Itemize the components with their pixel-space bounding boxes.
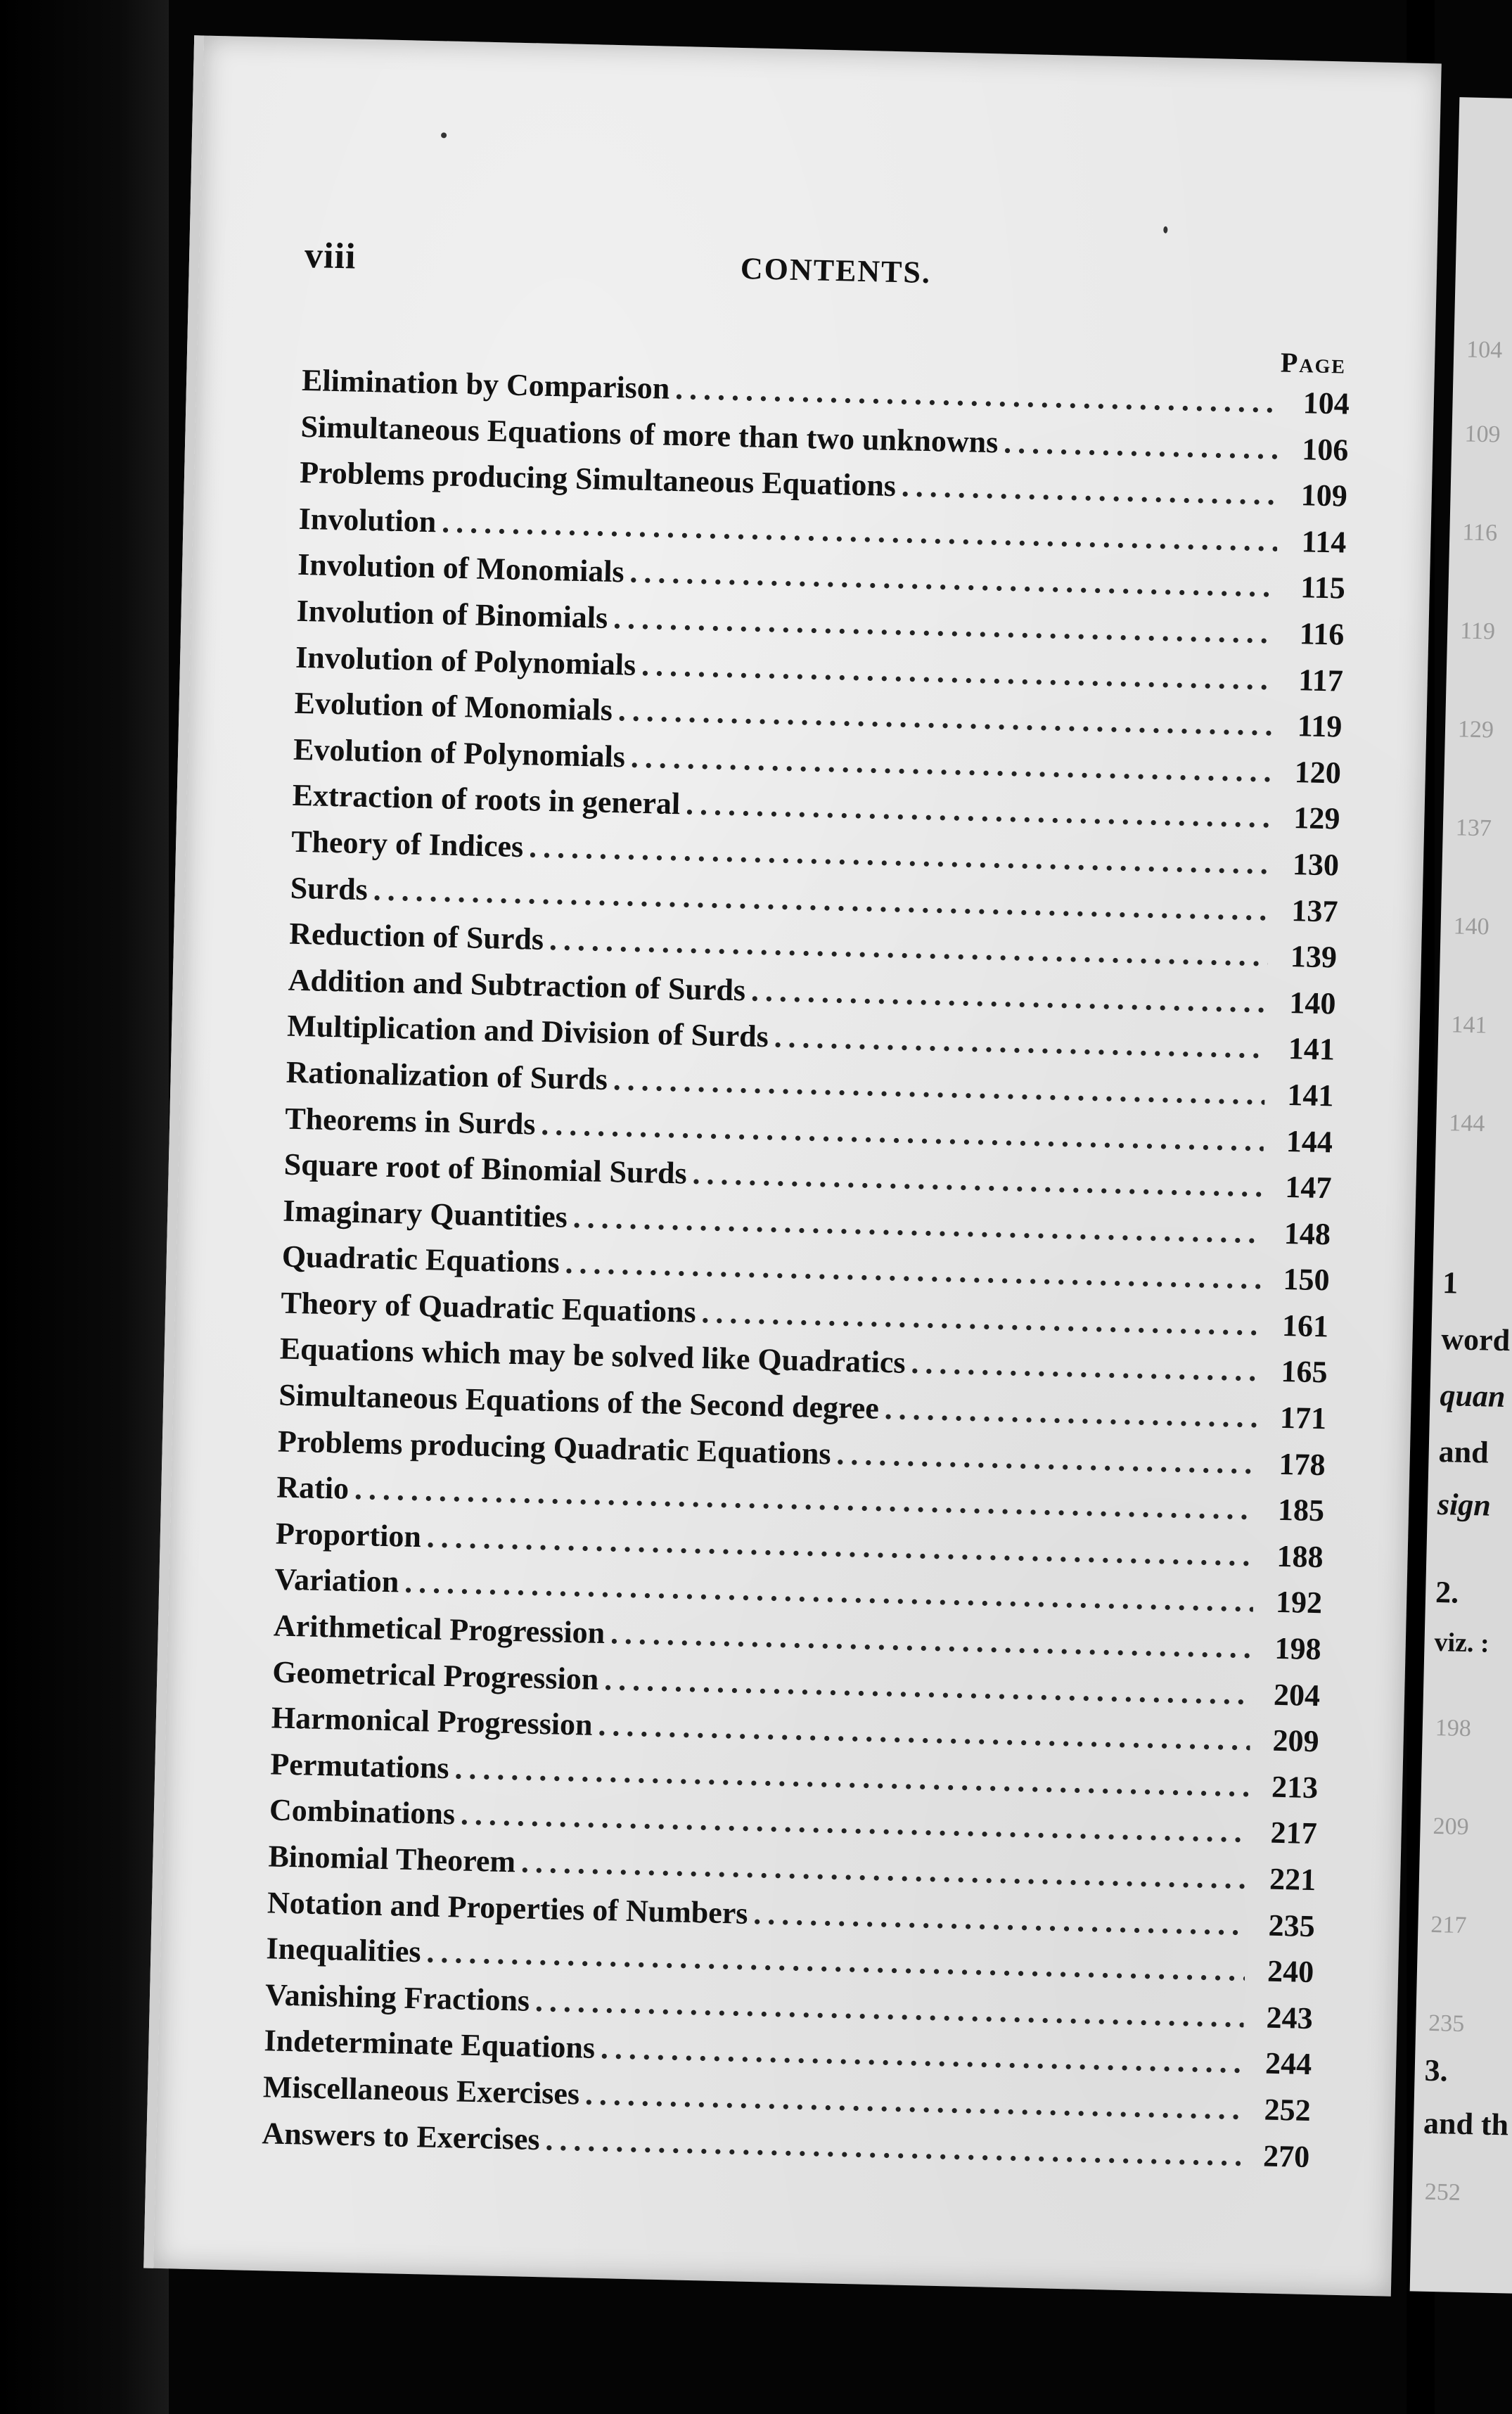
toc-entry-page: 171	[1279, 1400, 1327, 1436]
page-number: viii	[304, 235, 357, 277]
bleed-through-text: 209	[1433, 1813, 1470, 1841]
toc-entry-title: Variation	[274, 1562, 399, 1599]
toc-entry-page: 178	[1279, 1446, 1326, 1482]
toc-entry-title: Reduction of Surds	[288, 916, 544, 957]
toc-entry-page: 161	[1281, 1308, 1329, 1344]
ink-speck	[1163, 226, 1167, 234]
toc-entry-title: Harmonical Progression	[271, 1700, 594, 1742]
toc-entry-title: Surds	[290, 870, 369, 907]
adjacent-text-fragment: and th	[1423, 2105, 1509, 2142]
toc-entry-title: Inequalities	[266, 1931, 422, 1969]
toc-entry-title: Involution	[298, 501, 437, 539]
page-header	[304, 235, 1353, 322]
toc-entry-page: 221	[1269, 1861, 1316, 1898]
bleed-through-text: 198	[1435, 1714, 1472, 1742]
toc-entry-page: 115	[1300, 570, 1346, 606]
toc-entry-title: Geometrical Progression	[271, 1654, 599, 1697]
toc-entry-title: Problems producing Simultaneous Equations	[299, 455, 897, 504]
bleed-through-text: 109	[1464, 421, 1501, 448]
toc-entry-title: Proportion	[275, 1516, 422, 1554]
running-title: CONTENTS.	[740, 250, 932, 290]
adjacent-text-fragment: word	[1440, 1322, 1511, 1358]
toc-entry-page: 150	[1282, 1262, 1331, 1298]
toc-entry-page: 198	[1274, 1630, 1322, 1667]
toc-entry-page: 240	[1267, 1953, 1314, 1990]
toc-entry-page: 137	[1290, 893, 1338, 929]
toc-entry-title: Vanishing Fractions	[264, 1977, 530, 2018]
toc-entry-title: Rationalization of Surds	[286, 1054, 608, 1097]
toc-entry-page: 185	[1277, 1493, 1325, 1528]
toc-entry-page: 147	[1284, 1170, 1333, 1206]
toc-entry-page: 165	[1280, 1354, 1328, 1390]
toc-entry-title: Square root of Binomial Surds	[283, 1147, 688, 1191]
toc-entry-title: Multiplication and Division of Surds	[286, 1008, 769, 1054]
toc-entry-page: 148	[1283, 1215, 1331, 1252]
toc-entry-page: 119	[1297, 708, 1343, 744]
adjacent-text-fragment: and	[1438, 1433, 1489, 1470]
toc-entry-page: 139	[1290, 939, 1338, 975]
adjacent-text-fragment: 3.	[1424, 2052, 1449, 2088]
toc-entry-title: Involution of Binomials	[296, 593, 608, 635]
toc-entry-page: 204	[1273, 1677, 1321, 1713]
bleed-through-text: 137	[1455, 815, 1492, 842]
toc-entry-title: Theory of Quadratic Equations	[280, 1285, 697, 1329]
toc-entry-page: 130	[1292, 846, 1340, 883]
toc-entry-title: Extraction of roots in general	[292, 778, 681, 822]
bleed-through-text: 217	[1430, 1911, 1467, 1939]
toc-entry-page: 116	[1299, 616, 1345, 652]
adjacent-text-fragment: 1	[1442, 1265, 1459, 1301]
toc-entry-title: Theorems in Surds	[284, 1101, 536, 1142]
bleed-through-text: 144	[1448, 1110, 1485, 1137]
toc-entry-page: 109	[1300, 478, 1348, 513]
toc-entry-title: Imaginary Quantities	[282, 1193, 568, 1234]
toc-entry-title: Theory of Indices	[290, 824, 524, 864]
page-column-label: Page	[1280, 346, 1347, 380]
toc-entry-title: Simultaneous Equations of more than two unknowns	[300, 409, 999, 459]
toc-entry-title: Notation and Properties of Numbers	[267, 1884, 749, 1931]
toc-entry-page: 114	[1301, 523, 1347, 560]
page-content	[262, 235, 1353, 2180]
bleed-through-text: 119	[1459, 618, 1496, 645]
toc-entry-page: 129	[1293, 800, 1340, 836]
adjacent-text-fragment: sign	[1437, 1486, 1492, 1523]
bleed-through-text: 140	[1453, 913, 1490, 940]
toc-entry-page: 213	[1271, 1769, 1319, 1805]
bleed-through-text: 252	[1424, 2178, 1461, 2206]
toc-entry-page: 244	[1264, 2045, 1312, 2082]
dot-leader	[1004, 419, 1280, 471]
ink-speck	[441, 132, 447, 138]
left-scan-margin	[0, 0, 169, 2414]
toc-entry-page: 120	[1294, 754, 1342, 791]
bleed-through-text: 141	[1451, 1011, 1487, 1039]
dot-leader	[884, 1386, 1258, 1441]
toc-entry-title: Addition and Subtraction of Surds	[288, 962, 746, 1008]
toc-entry-page: 141	[1288, 1031, 1335, 1067]
toc-entry-title: Answers to Exercises	[262, 2115, 541, 2157]
dot-leader	[901, 463, 1279, 518]
toc-entry-title: Miscellaneous Exercises	[262, 2069, 580, 2112]
toc-entry-page: 117	[1298, 662, 1344, 698]
toc-entry-title: Involution of Polynomials	[295, 639, 636, 682]
toc-entry-page: 106	[1301, 431, 1349, 468]
toc-entry-page: 141	[1286, 1077, 1335, 1113]
dot-leader	[911, 1340, 1259, 1394]
table-of-contents	[262, 357, 1350, 2180]
toc-entry-title: Ratio	[276, 1469, 350, 1507]
contents-page	[143, 35, 1442, 2296]
adjacent-text-fragment: quan	[1439, 1377, 1506, 1414]
toc-entry-page: 235	[1268, 1908, 1316, 1943]
toc-entry-page: 270	[1262, 2138, 1310, 2174]
toc-entry-page: 252	[1264, 2092, 1312, 2128]
toc-entry-page: 209	[1272, 1723, 1320, 1759]
toc-entry-title: Evolution of Monomials	[294, 685, 613, 728]
toc-entry-title: Permutations	[269, 1746, 450, 1785]
adjacent-text-fragment: viz. :	[1434, 1627, 1490, 1659]
toc-entry-title: Simultaneous Equations of the Second degree	[278, 1377, 880, 1426]
toc-entry-title: Problems producing Quadratic Equations	[277, 1424, 832, 1471]
toc-entry-title: Evolution of Polynomials	[293, 732, 626, 774]
toc-entry-title: Binomial Theorem	[267, 1839, 516, 1879]
toc-entry-page: 243	[1266, 2000, 1314, 2036]
toc-entry-page: 217	[1270, 1815, 1318, 1851]
toc-entry-title: Quadratic Equations	[281, 1239, 560, 1280]
toc-entry-title: Arithmetical Progression	[273, 1608, 606, 1651]
adjacent-text-fragment: 2.	[1435, 1574, 1459, 1610]
toc-entry-title: Equations which may be solved like Quadratics	[279, 1331, 906, 1381]
bleed-through-text: 129	[1457, 716, 1494, 743]
toc-entry-page: 140	[1288, 985, 1336, 1021]
toc-entry-title: Involution of Monomials	[297, 547, 625, 589]
bleed-through-text: 116	[1461, 519, 1498, 547]
toc-entry-page: 104	[1302, 385, 1350, 421]
toc-entry-page: 188	[1276, 1538, 1324, 1575]
toc-entry-page: 192	[1275, 1585, 1323, 1621]
bleed-through-text: 235	[1428, 2010, 1465, 2037]
toc-entry-title: Elimination by Comparison	[301, 362, 670, 406]
bleed-through-text: 104	[1466, 336, 1503, 364]
toc-entry-title: Combinations	[269, 1792, 456, 1832]
toc-entry-page: 144	[1286, 1123, 1333, 1159]
toc-entry-title: Indeterminate Equations	[264, 2023, 596, 2066]
